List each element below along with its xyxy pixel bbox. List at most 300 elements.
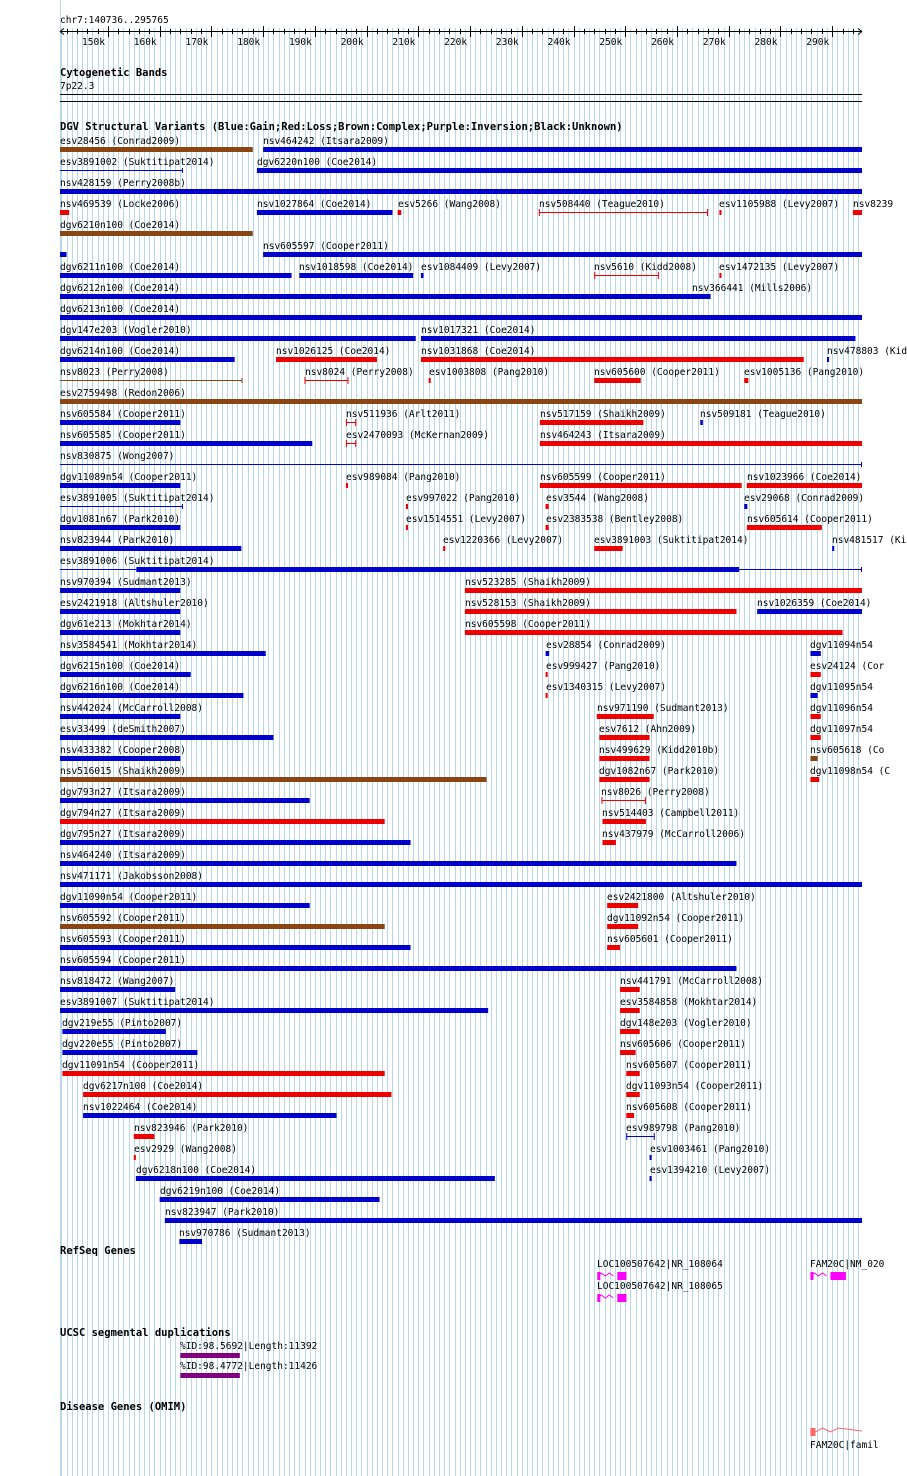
variant-bar — [650, 1176, 652, 1181]
omim-label: FAM20C|famil — [810, 1440, 879, 1451]
variant-label: esv3891006 (Suktitipat2014) — [60, 556, 215, 567]
variant-bar — [179, 1239, 202, 1244]
variant-bar — [594, 546, 622, 551]
variant-label: nsv1027864 (Coe2014) — [257, 199, 372, 210]
gene-label: FAM20C|NM_020 — [810, 1259, 885, 1270]
variant-bar — [60, 380, 242, 381]
variant-label: nsv428159 (Perry2008b) — [60, 178, 186, 189]
variant-bar — [60, 294, 711, 299]
variant-bar — [60, 273, 292, 278]
variant-bar — [60, 987, 175, 992]
variant-bar — [160, 1197, 380, 1202]
variant-bar — [60, 861, 736, 866]
variant-bar — [546, 651, 550, 656]
variant-bar — [700, 420, 703, 425]
gene-exon — [617, 1294, 626, 1302]
ruler-tick-label: 160k — [133, 37, 157, 48]
variant-label: nsv442024 (McCarroll2008) — [60, 703, 203, 714]
variant-label: nsv1023966 (Coe2014) — [747, 472, 862, 483]
variant-label: esv989084 (Pang2010) — [346, 472, 461, 483]
variant-label: nsv605598 (Cooper2011) — [465, 619, 591, 630]
variant-label: nsv8024 (Perry2008) — [305, 367, 414, 378]
variant-bar — [620, 1008, 640, 1013]
variant-bar — [607, 903, 638, 908]
variant-bar — [757, 609, 862, 614]
variant-label: nsv8239 — [853, 199, 894, 210]
variant-bar — [540, 483, 742, 488]
variant-bar — [719, 273, 721, 278]
ruler-tick-label: 200k — [340, 37, 364, 48]
variant-bar-end — [861, 567, 862, 572]
variant-label: esv1394210 (Levy2007) — [650, 1165, 771, 1176]
variant-bar — [599, 777, 649, 782]
variant-label: dgv219e55 (Pinto2007) — [62, 1018, 183, 1029]
variant-bar — [719, 210, 721, 215]
variant-label: nsv464240 (Itsara2009) — [60, 850, 186, 861]
variant-bar — [60, 966, 736, 971]
variant-bar — [810, 777, 819, 782]
variant-bar — [134, 1134, 155, 1139]
ruler-tick-label: 190k — [288, 37, 312, 48]
omim-intron — [815, 1428, 862, 1432]
variant-bar — [650, 1155, 652, 1160]
variant-bar — [626, 1113, 634, 1118]
variant-bar — [443, 546, 445, 551]
variant-bar — [810, 672, 820, 677]
variant-bar — [62, 1050, 197, 1055]
ruler-tick-label: 170k — [185, 37, 209, 48]
variant-bar — [62, 1071, 384, 1076]
variant-label: nsv1018598 (Coe2014) — [299, 262, 414, 273]
variant-label: nsv509181 (Teague2010) — [700, 409, 826, 420]
variant-label: dgv794n27 (Itsara2009) — [60, 808, 186, 819]
variant-bar — [602, 819, 645, 824]
variant-bar — [263, 252, 862, 257]
variant-label: dgv6219n100 (Coe2014) — [160, 1186, 281, 1197]
variant-label: nsv1017321 (Coe2014) — [421, 325, 536, 336]
variant-bar — [60, 798, 310, 803]
variant-bar — [60, 252, 67, 257]
variant-label: esv1514551 (Levy2007) — [406, 514, 527, 525]
variant-bar — [62, 1029, 165, 1034]
omim-track-title: Disease Genes (OMIM) — [60, 1401, 187, 1413]
variant-label: nsv523285 (Shaikh2009) — [465, 577, 591, 588]
variant-bar — [620, 1050, 636, 1055]
variant-bar-start — [594, 272, 595, 279]
variant-bar — [429, 378, 431, 383]
variant-bar — [465, 588, 862, 593]
variant-label: nsv471171 (Jakobsson2008) — [60, 871, 203, 882]
variant-bar — [853, 210, 862, 215]
variant-bar — [540, 420, 643, 425]
variant-bar — [60, 777, 487, 782]
variant-label: nsv514403 (Campbell2011) — [602, 808, 740, 819]
variant-bar — [83, 1092, 391, 1097]
variant-label: dgv11098n54 (C — [810, 766, 891, 777]
variant-label: nsv605592 (Cooper2011) — [60, 913, 186, 924]
variant-bar — [136, 567, 739, 572]
variant-label: esv2383538 (Bentley2008) — [546, 514, 684, 525]
variant-label: esv2470093 (McKernan2009) — [346, 430, 489, 441]
variant-bar — [810, 714, 820, 719]
variant-label: nsv1022464 (Coe2014) — [83, 1102, 198, 1113]
variant-bar-end — [355, 419, 356, 426]
variant-bar — [60, 399, 862, 404]
variant-bar — [60, 546, 241, 551]
variant-label: nsv823946 (Park2010) — [134, 1123, 249, 1134]
variant-label: nsv605614 (Cooper2011) — [747, 514, 873, 525]
variant-label: dgv6220n100 (Coe2014) — [257, 157, 378, 168]
gene-exon — [597, 1272, 600, 1280]
variant-bar-end — [241, 378, 242, 383]
gene-exon — [597, 1294, 600, 1302]
variant-bar-start — [539, 209, 540, 216]
variant-label: nsv5610 (Kidd2008) — [594, 262, 697, 273]
variant-label: nsv605608 (Cooper2011) — [626, 1102, 752, 1113]
variant-label: nsv478803 (Kid — [827, 346, 907, 357]
variant-bar — [346, 483, 348, 488]
dgv-track-title: DGV Structural Variants (Blue:Gain;Red:Loss;Brown:Complex;Purple:Inversion;Black:Unknown) — [60, 121, 623, 133]
variant-bar — [276, 357, 377, 362]
variant-bar — [827, 357, 829, 362]
variant-label: nsv605606 (Cooper2011) — [620, 1039, 746, 1050]
variant-label: nsv464243 (Itsara2009) — [540, 430, 666, 441]
variant-label: nsv605600 (Cooper2011) — [594, 367, 720, 378]
variant-bar-end — [347, 377, 348, 384]
ruler-tick-label: 290k — [806, 37, 830, 48]
variant-bar — [60, 735, 273, 740]
variant-label: dgv793n27 (Itsara2009) — [60, 787, 186, 798]
variant-label: dgv11093n54 (Cooper2011) — [626, 1081, 764, 1092]
variant-bar — [263, 147, 862, 152]
variant-bar — [810, 756, 817, 761]
variant-label: nsv517159 (Shaikh2009) — [540, 409, 666, 420]
variant-label: esv1084409 (Levy2007) — [421, 262, 542, 273]
variant-label: nsv437979 (McCarroll2006) — [602, 829, 745, 840]
variant-bar — [346, 422, 356, 423]
variant-label: dgv11094n54 — [810, 640, 873, 651]
variant-bar-end — [658, 272, 659, 279]
variant-bar — [626, 1071, 639, 1076]
variant-label: nsv970394 (Sudmant2013) — [60, 577, 192, 588]
gene-exon — [810, 1272, 813, 1280]
variant-bar — [60, 336, 416, 341]
variant-label: dgv220e55 (Pinto2007) — [62, 1039, 183, 1050]
variant-label: dgv6215n100 (Coe2014) — [60, 661, 181, 672]
variant-bar — [744, 504, 747, 509]
variant-label: nsv516015 (Shaikh2009) — [60, 766, 186, 777]
variant-bar — [607, 945, 620, 950]
variant-bar — [60, 1008, 488, 1013]
variant-label: nsv528153 (Shaikh2009) — [465, 598, 591, 609]
variant-bar — [60, 189, 862, 194]
variant-label: dgv148e203 (Vogler2010) — [620, 1018, 752, 1029]
cytoband-track-title: Cytogenetic Bands — [60, 67, 168, 79]
variant-bar — [594, 378, 641, 383]
variant-label: esv1220366 (Levy2007) — [443, 535, 564, 546]
variant-label: dgv6210n100 (Coe2014) — [60, 220, 181, 231]
refseq-track-title: RefSeq Genes — [60, 1245, 136, 1257]
variant-label: nsv605607 (Cooper2011) — [626, 1060, 752, 1071]
variant-bar-start — [346, 440, 347, 447]
variant-label: esv1105988 (Levy2007) — [719, 199, 840, 210]
variant-label: nsv605597 (Cooper2011) — [263, 241, 389, 252]
variant-bar — [421, 357, 804, 362]
variant-bar-end — [645, 797, 646, 804]
variant-bar — [60, 483, 180, 488]
variant-bar — [60, 945, 411, 950]
variant-label: nsv605585 (Cooper2011) — [60, 430, 186, 441]
gene-label: LOC100507642|NR_108065 — [597, 1281, 723, 1292]
variant-bar — [60, 210, 69, 215]
variant-bar — [539, 212, 708, 213]
segdup-track-title: UCSC segmental duplications — [60, 1327, 231, 1339]
variant-bar — [692, 294, 694, 299]
variant-bar — [60, 170, 183, 171]
variant-label: nsv441791 (McCarroll2008) — [620, 976, 763, 987]
variant-bar — [602, 840, 615, 845]
variant-label: nsv499629 (Kidd2010b) — [599, 745, 720, 756]
variant-bar — [257, 210, 393, 215]
variant-label: nsv605601 (Cooper2011) — [607, 934, 733, 945]
variant-bar — [60, 840, 411, 845]
variant-bar — [744, 378, 748, 383]
variant-bar — [546, 672, 548, 677]
variant-bar-end — [861, 462, 862, 467]
variant-bar — [60, 147, 253, 152]
ruler-tick-label: 230k — [495, 37, 519, 48]
variant-label: nsv433382 (Cooper2008) — [60, 745, 186, 756]
variant-label: esv997022 (Pang2010) — [406, 493, 521, 504]
ruler-tick-label: 280k — [754, 37, 778, 48]
variant-label: nsv366441 (Mills2006) — [692, 283, 813, 294]
variant-label: dgv11089n54 (Cooper2011) — [60, 472, 198, 483]
variant-bar — [60, 651, 266, 656]
cytoband-divider — [60, 94, 862, 95]
variant-label: nsv481517 (Ki — [832, 535, 907, 546]
variant-bar — [810, 735, 820, 740]
variant-label: esv2421800 (Altshuler2010) — [607, 892, 756, 903]
variant-bar — [747, 483, 862, 488]
variant-label: esv3891002 (Suktitipat2014) — [60, 157, 215, 168]
variant-bar — [546, 504, 549, 509]
variant-bar — [594, 275, 659, 276]
ruler-tick-label: 260k — [651, 37, 674, 48]
variant-bar — [60, 819, 385, 824]
variant-bar — [60, 609, 180, 614]
variant-label: esv28456 (Conrad2009) — [60, 136, 181, 147]
variant-label: dgv6218n100 (Coe2014) — [136, 1165, 257, 1176]
variant-bar — [60, 693, 243, 698]
variant-label: nsv823947 (Park2010) — [165, 1207, 280, 1218]
ruler-tick-label: 180k — [237, 37, 261, 48]
variant-label: nsv970786 (Sudmant2013) — [179, 1228, 311, 1239]
variant-label: esv3544 (Wang2008) — [546, 493, 649, 504]
region-label: chr7:140736..295765 — [60, 15, 169, 26]
variant-label: nsv511936 (Arlt2011) — [346, 409, 461, 420]
variant-bar — [546, 693, 548, 698]
variant-label: nsv1026359 (Coe2014) — [757, 598, 872, 609]
variant-bar — [810, 651, 820, 656]
variant-bar — [60, 903, 310, 908]
variant-bar-end — [182, 504, 183, 509]
variant-bar — [134, 1155, 136, 1160]
omim-exon — [810, 1428, 815, 1436]
variant-bar — [601, 800, 645, 801]
segdup-label: %ID:98.5692|Length:11392 — [180, 1341, 318, 1352]
variant-bar — [620, 1029, 640, 1034]
segdup-label: %ID:98.4772|Length:11426 — [180, 1361, 318, 1372]
variant-bar — [60, 525, 180, 530]
variant-bar — [540, 441, 862, 446]
variant-bar — [60, 630, 180, 635]
segdup-bar — [180, 1373, 239, 1378]
variant-bar — [832, 546, 834, 551]
variant-bar — [626, 1136, 654, 1137]
variant-label: dgv6211n100 (Coe2014) — [60, 262, 181, 273]
gene-exon — [830, 1272, 845, 1280]
variant-bar — [398, 210, 402, 215]
variant-label: nsv3584541 (Mokhtar2014) — [60, 640, 198, 651]
variant-label: esv3891005 (Suktitipat2014) — [60, 493, 215, 504]
variant-label: nsv508440 (Teague2010) — [539, 199, 665, 210]
variant-bar — [60, 357, 235, 362]
variant-bar — [60, 672, 191, 677]
variant-label: nsv971190 (Sudmant2013) — [597, 703, 729, 714]
variant-label: esv989798 (Pang2010) — [626, 1123, 741, 1134]
variant-bar — [607, 924, 638, 929]
variant-bar — [546, 525, 549, 530]
variant-label: esv3891007 (Suktitipat2014) — [60, 997, 215, 1008]
segdup-bar — [180, 1353, 239, 1358]
variant-label: dgv11096n54 — [810, 703, 873, 714]
variant-label: esv2759498 (Redon2006) — [60, 388, 186, 399]
variant-label: dgv11097n54 — [810, 724, 873, 735]
variant-label: dgv11095n54 — [810, 682, 873, 693]
variant-bar — [406, 525, 408, 530]
variant-bar — [165, 1218, 862, 1223]
variant-label: esv5266 (Wang2008) — [398, 199, 501, 210]
ruler-tick-label: 270k — [702, 37, 726, 48]
variant-bar — [747, 525, 822, 530]
variant-label: esv3584858 (Mokhtar2014) — [620, 997, 758, 1008]
variant-bar — [60, 924, 385, 929]
variant-label: nsv464242 (Itsara2009) — [263, 136, 389, 147]
variant-bar — [60, 464, 862, 465]
variant-bar — [60, 441, 312, 446]
variant-bar — [421, 336, 856, 341]
variant-label: esv1472135 (Levy2007) — [719, 262, 840, 273]
variant-label: esv2929 (Wang2008) — [134, 1144, 237, 1155]
variant-bar — [421, 273, 424, 278]
variant-bar — [60, 588, 180, 593]
variant-label: nsv605599 (Cooper2011) — [540, 472, 666, 483]
cytoband-divider-2 — [60, 101, 862, 102]
variant-label: nsv605618 (Co — [810, 745, 885, 756]
variant-bar — [60, 756, 180, 761]
variant-label: nsv8023 (Perry2008) — [60, 367, 169, 378]
gene-exon — [617, 1272, 626, 1280]
variant-label: esv7612 (Ahn2009) — [599, 724, 697, 735]
variant-bar — [60, 882, 862, 887]
variant-bar — [136, 1176, 495, 1181]
variant-label: nsv605593 (Cooper2011) — [60, 934, 186, 945]
variant-bar-end — [654, 1133, 655, 1140]
variant-bar — [406, 504, 408, 509]
variant-label: nsv823944 (Park2010) — [60, 535, 175, 546]
variant-bar — [60, 506, 183, 507]
variant-bar — [60, 420, 180, 425]
variant-bar-start — [626, 1133, 627, 1140]
ruler-tick-label: 250k — [599, 37, 623, 48]
variant-label: dgv61e213 (Mokhtar2014) — [60, 619, 192, 630]
variant-bar — [599, 756, 649, 761]
variant-label: nsv8026 (Perry2008) — [601, 787, 710, 798]
variant-bar-start — [305, 377, 306, 384]
variant-bar-start — [346, 419, 347, 426]
variant-label: esv28854 (Conrad2009) — [546, 640, 667, 651]
variant-bar — [305, 380, 349, 381]
variant-label: dgv1081n67 (Park2010) — [60, 514, 181, 525]
variant-bar-end — [707, 209, 708, 216]
variant-bar — [60, 714, 180, 719]
variant-label: dgv11091n54 (Cooper2011) — [62, 1060, 200, 1071]
variant-bar — [60, 315, 862, 320]
variant-bar — [299, 273, 413, 278]
variant-label: nsv830875 (Wong2007) — [60, 451, 175, 462]
variant-label: nsv1031868 (Coe2014) — [421, 346, 536, 357]
variant-label: dgv6212n100 (Coe2014) — [60, 283, 181, 294]
variant-bar — [465, 630, 843, 635]
ruler-tick-label: 220k — [444, 37, 468, 48]
variant-bar — [599, 735, 649, 740]
variant-label: dgv11090n54 (Cooper2011) — [60, 892, 198, 903]
variant-label: esv33499 (deSmith2007) — [60, 724, 186, 735]
variant-bar — [597, 714, 654, 719]
variant-label: nsv469539 (Locke2006) — [60, 199, 181, 210]
variant-label: nsv1026125 (Coe2014) — [276, 346, 391, 357]
variant-bar — [465, 609, 737, 614]
variant-bar-start — [601, 797, 602, 804]
variant-bar — [810, 693, 817, 698]
variant-label: dgv795n27 (Itsara2009) — [60, 829, 186, 840]
ruler-tick-label: 210k — [392, 37, 416, 48]
variant-label: esv29068 (Conrad2009) — [744, 493, 865, 504]
variant-label: nsv818472 (Wang2007) — [60, 976, 175, 987]
variant-bar — [83, 1113, 336, 1118]
variant-label: esv1003461 (Pang2010) — [650, 1144, 771, 1155]
variant-label: dgv6216n100 (Coe2014) — [60, 682, 181, 693]
variant-label: esv999427 (Pang2010) — [546, 661, 661, 672]
variant-label: dgv147e203 (Vogler2010) — [60, 325, 192, 336]
variant-label: esv2421918 (Altshuler2010) — [60, 598, 209, 609]
variant-label: nsv605584 (Cooper2011) — [60, 409, 186, 420]
variant-label: esv1003808 (Pang2010) — [429, 367, 550, 378]
variant-bar — [60, 231, 253, 236]
variant-label: esv1005136 (Pang2010) — [744, 367, 865, 378]
gene-label: LOC100507642|NR_108064 — [597, 1259, 723, 1270]
variant-bar — [257, 168, 862, 173]
variant-label: dgv6213n100 (Coe2014) — [60, 304, 181, 315]
variant-label: dgv1082n67 (Park2010) — [599, 766, 720, 777]
ruler-tick-label: 150k — [82, 37, 105, 48]
variant-bar — [626, 1092, 639, 1097]
cytoband-label: 7p22.3 — [60, 81, 95, 92]
variant-bar — [346, 443, 356, 444]
variant-bar-end — [182, 168, 183, 173]
variant-bar-end — [355, 440, 356, 447]
variant-bar — [620, 987, 640, 992]
